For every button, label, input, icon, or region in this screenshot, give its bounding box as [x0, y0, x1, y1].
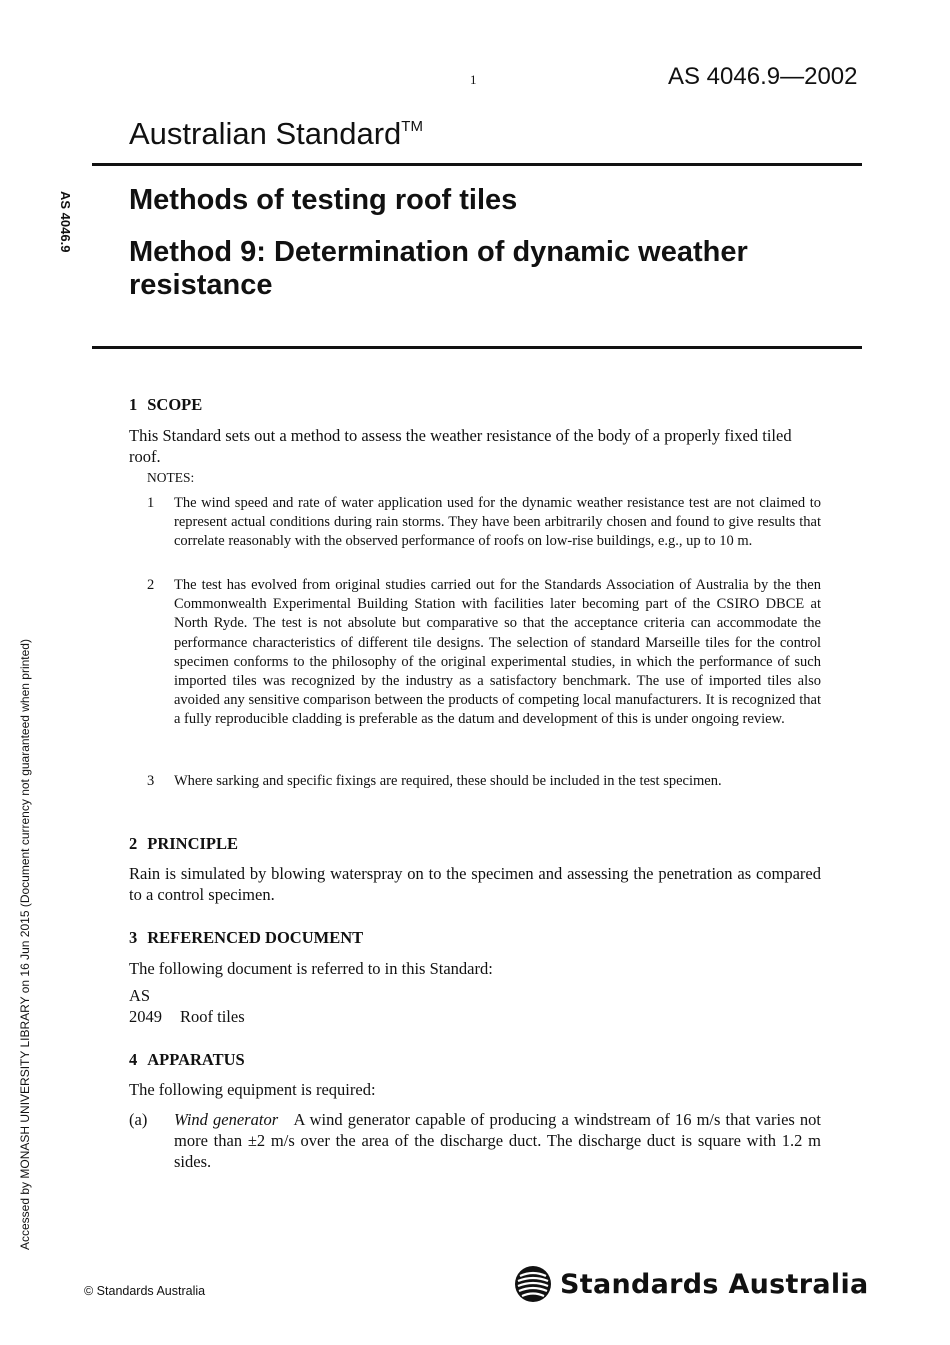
referenced-text: The following document is referred to in this Standard:: [129, 959, 493, 978]
section-heading-principle: [129, 833, 821, 854]
item-text: A wind generator capable of producing a windstream of 16 m/s that varies not more than ±2 m/s over the area of the discharge duct. The discharge duct is square with 1.2 m sides.: [174, 1110, 822, 1171]
section-heading-text: REFERENCED DOCUMENT: [147, 928, 364, 947]
section-heading-scope: [129, 394, 821, 415]
section-number: 1: [129, 395, 138, 414]
section-heading-referenced: [129, 927, 821, 948]
page-number: 1: [470, 72, 477, 87]
section-heading-text: PRINCIPLE: [147, 834, 239, 853]
note-item: [147, 494, 821, 552]
item-body: [174, 1109, 821, 1172]
note-number: 1: [147, 495, 155, 511]
apparatus-item: [129, 1109, 821, 1172]
item-label: (a): [129, 1110, 148, 1129]
trademark: TM: [401, 118, 423, 135]
note-item: [147, 772, 821, 791]
referenced-doc-number: 2049: [129, 1007, 162, 1026]
access-notice: Accessed by MONASH UNIVERSITY LIBRARY on 16 Jun 2015 (Document currency not guaranteed when printed): [18, 639, 32, 1250]
section-number: 3: [129, 928, 138, 947]
standards-australia-logo: [514, 1265, 869, 1303]
referenced-doc-prefix: AS: [129, 986, 151, 1005]
principle-text: Rain is simulated by blowing waterspray on to the specimen and assessing the penetration as compared to a control specimen.: [129, 864, 821, 904]
note-text: Where sarking and specific fixings are required, these should be included in the test specimen.: [174, 773, 722, 789]
section-number: 2: [129, 834, 138, 853]
note-item: [147, 576, 821, 730]
section-number: 4: [129, 1050, 138, 1069]
scope-text: This Standard sets out a method to assess the weather resistance of the body of a properly fixed tiled roof.: [129, 426, 792, 466]
referenced-doc: [129, 1006, 821, 1027]
note-number: 2: [147, 577, 155, 593]
top-rule: [92, 163, 862, 166]
side-standard-code: AS 4046.9: [58, 191, 73, 253]
note-text: The wind speed and rate of water application used for the dynamic weather resistance test are not claimed to represent actual conditions during rain storms. They have been arbitrarily chosen and found to give results that correlate reasonably with the observed performance of roofs on low-rise buildings, e.g., up to 10 m.: [174, 495, 821, 550]
note-text: The test has evolved from original studies carried out for the Standards Association of Australia by the then Commonwealth Experimental Building Station with facilities later becoming part of the CSIRO DBCE at North Ryde. The test is not absolute but comparative so that the acceptance criteria can accommodate the performance characteristics of different tile designs. The selection of standard Marseille tiles for the control specimen conforms to the philosophy of the original experimental studies, in which the performance of such imported tiles was recognized by the industry as a satisfactory benchmark. The use of imported tiles also avoided any sensitive comparison between the products of competing local manufacturers. It is recognized that a fully reproducible cladding is preferable as the datum and development of this is under ongoing review.: [174, 577, 821, 728]
standards-australia-emblem-icon: [514, 1265, 552, 1303]
section-heading-apparatus: [129, 1049, 821, 1070]
item-term: Wind generator: [174, 1110, 279, 1129]
referenced-doc-title: Roof tiles: [180, 1007, 245, 1026]
title-rule: [92, 346, 862, 349]
document-subtitle: Method 9: Determination of dynamic weather resistance: [129, 236, 748, 301]
section-heading-text: SCOPE: [147, 395, 203, 414]
standard-number: AS 4046.9—2002: [668, 63, 858, 90]
section-heading-text: APPARATUS: [147, 1050, 245, 1069]
note-number: 3: [147, 773, 155, 789]
footer-copyright: © Standards Australia: [84, 1284, 206, 1298]
logo-text: Standards Australia: [560, 1268, 869, 1300]
standard-label: [129, 116, 423, 152]
standard-label-text: Australian Standard: [129, 116, 402, 151]
notes-label: NOTES:: [147, 470, 195, 485]
document-title: Methods of testing roof tiles: [129, 184, 518, 216]
apparatus-text: The following equipment is required:: [129, 1080, 376, 1099]
